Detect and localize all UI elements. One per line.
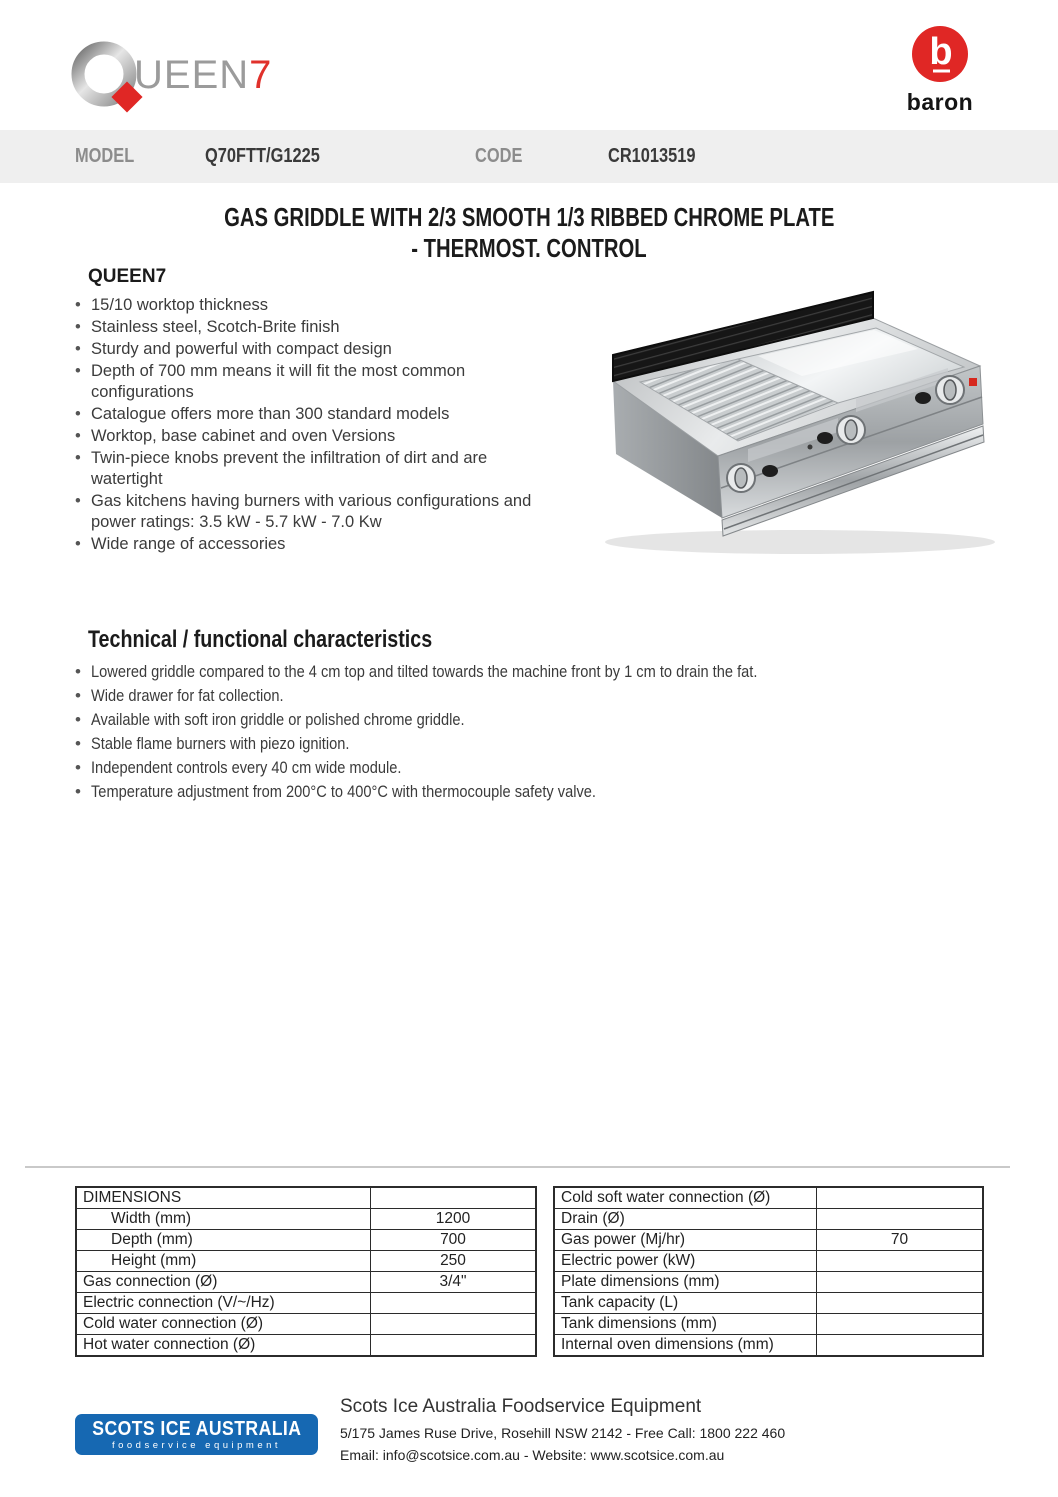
spec-label: Tank dimensions (mm) bbox=[554, 1314, 817, 1335]
spec-label: Gas power (Mj/hr) bbox=[554, 1230, 817, 1251]
list-item: • Twin-piece knobs prevent the infiltration of dirt and are watertight bbox=[73, 448, 551, 490]
panel-screw bbox=[808, 445, 813, 450]
baron-name: baron bbox=[906, 89, 974, 115]
list-item: • Wide range of accessories bbox=[73, 534, 551, 555]
table-row bbox=[76, 1209, 536, 1230]
baron-logo-icon bbox=[912, 26, 968, 82]
queen7-logo-icon bbox=[70, 38, 280, 116]
spec-value bbox=[371, 1314, 537, 1335]
piezo-button-1 bbox=[762, 465, 778, 477]
red-badge bbox=[969, 378, 977, 386]
table-row bbox=[554, 1251, 983, 1272]
spec-value bbox=[817, 1272, 984, 1293]
table-row bbox=[76, 1251, 536, 1272]
list-item: • Lowered griddle compared to the 4 cm top and tilted towards the machine front by 1 cm to drain the fat. bbox=[73, 661, 1033, 683]
footer-address: 5/175 James Ruse Drive, Rosehill NSW 2142 - Free Call: 1800 222 460 bbox=[340, 1425, 786, 1441]
spec-label: Drain (Ø) bbox=[554, 1209, 817, 1230]
list-item: • Available with soft iron griddle or polished chrome griddle. bbox=[73, 709, 1033, 731]
spec-value bbox=[817, 1187, 984, 1209]
spec-value bbox=[371, 1187, 537, 1209]
technical-list bbox=[73, 661, 1033, 805]
features-list bbox=[73, 295, 551, 556]
scots-ice-logo bbox=[75, 1414, 318, 1455]
spec-value bbox=[817, 1314, 984, 1335]
table-row bbox=[76, 1335, 536, 1357]
table-row bbox=[554, 1272, 983, 1293]
product-image bbox=[588, 266, 1010, 562]
dimensions-table bbox=[75, 1186, 537, 1357]
table-row bbox=[554, 1209, 983, 1230]
spec-label: DIMENSIONS bbox=[76, 1187, 371, 1209]
spec-label: Plate dimensions (mm) bbox=[554, 1272, 817, 1293]
spec-value: 1200 bbox=[371, 1209, 537, 1230]
model-code-bar: MODEL Q70FTT/G1225 CODE CR1013519 bbox=[0, 130, 1058, 183]
list-item: • Stable flame burners with piezo ignition. bbox=[73, 733, 1033, 755]
list-item: • Depth of 700 mm means it will fit the most common configurations bbox=[73, 361, 551, 403]
spec-value bbox=[817, 1251, 984, 1272]
spec-value: 3/4" bbox=[371, 1272, 537, 1293]
table-row bbox=[554, 1314, 983, 1335]
list-item: • Independent controls every 40 cm wide module. bbox=[73, 757, 1033, 779]
connections-table bbox=[553, 1186, 984, 1357]
spec-label: Depth (mm) bbox=[76, 1230, 371, 1251]
baron-letter: b bbox=[929, 31, 953, 73]
footer-contact: Email: info@scotsice.com.au - Website: www.scotsice.com.au bbox=[340, 1447, 725, 1463]
spec-label: Gas connection (Ø) bbox=[76, 1272, 371, 1293]
spec-label: Cold soft water connection (Ø) bbox=[554, 1187, 817, 1209]
spec-label: Cold water connection (Ø) bbox=[76, 1314, 371, 1335]
table-row bbox=[554, 1187, 983, 1209]
list-item: • Sturdy and powerful with compact design bbox=[73, 339, 551, 360]
piezo-button-3 bbox=[915, 392, 931, 404]
footer-contact-block bbox=[340, 1396, 980, 1466]
table-row bbox=[554, 1335, 983, 1357]
queen7-seven: 7 bbox=[249, 53, 273, 97]
control-knob-3 bbox=[936, 376, 964, 404]
spec-value bbox=[817, 1209, 984, 1230]
spec-label: Hot water connection (Ø) bbox=[76, 1335, 371, 1357]
table-row bbox=[76, 1293, 536, 1314]
control-knob-1 bbox=[727, 464, 755, 492]
table-row bbox=[554, 1293, 983, 1314]
list-item: • Stainless steel, Scotch-Brite finish bbox=[73, 317, 551, 338]
list-item: • Worktop, base cabinet and oven Versions bbox=[73, 426, 551, 447]
spec-value: 70 bbox=[817, 1230, 984, 1251]
scots-ice-logo-subtitle: foodservice equipment bbox=[111, 1440, 282, 1451]
spec-value bbox=[371, 1293, 537, 1314]
spec-label: Tank capacity (L) bbox=[554, 1293, 817, 1314]
svg-text:UEEN7 bbox=[134, 53, 272, 97]
spec-value bbox=[371, 1335, 537, 1357]
technical-heading: Technical / functional characteristics bbox=[88, 626, 433, 653]
spec-label: Electric power (kW) bbox=[554, 1251, 817, 1272]
features-heading: QUEEN7 bbox=[88, 266, 167, 287]
list-item: • Gas kitchens having burners with various configurations and power ratings: 3.5 kW - 5.7 kW - 7.0 Kw bbox=[73, 491, 551, 533]
table-row bbox=[76, 1187, 536, 1209]
table-row bbox=[554, 1230, 983, 1251]
page-title-line2: - THERMOST. CONTROL bbox=[411, 233, 647, 263]
spec-value bbox=[817, 1293, 984, 1314]
table-row bbox=[76, 1230, 536, 1251]
table-row bbox=[76, 1272, 536, 1293]
scots-ice-logo-title: SCOTS ICE AUSTRALIA bbox=[91, 1418, 302, 1440]
spec-value bbox=[817, 1335, 984, 1357]
spec-label: Electric connection (V/~/Hz) bbox=[76, 1293, 371, 1314]
piezo-button-2 bbox=[817, 432, 833, 444]
divider bbox=[25, 1166, 1010, 1168]
table-row bbox=[76, 1314, 536, 1335]
control-knob-2 bbox=[837, 416, 865, 444]
baron-logo bbox=[900, 26, 980, 128]
list-item: • Temperature adjustment from 200°C to 400°C with thermocouple safety valve. bbox=[73, 781, 1033, 803]
spec-label: Width (mm) bbox=[76, 1209, 371, 1230]
spec-label: Height (mm) bbox=[76, 1251, 371, 1272]
footer-company: Scots Ice Australia Foodservice Equipment bbox=[340, 1396, 702, 1417]
spec-label: Internal oven dimensions (mm) bbox=[554, 1335, 817, 1357]
spec-value: 250 bbox=[371, 1251, 537, 1272]
list-item: • Catalogue offers more than 300 standard models bbox=[73, 404, 551, 425]
spec-value: 700 bbox=[371, 1230, 537, 1251]
list-item: • 15/10 worktop thickness bbox=[73, 295, 551, 316]
list-item: • Wide drawer for fat collection. bbox=[73, 685, 1033, 707]
page-title-line1: GAS GRIDDLE WITH 2/3 SMOOTH 1/3 RIBBED CHROME PLATE bbox=[223, 202, 835, 232]
product-shadow bbox=[605, 530, 995, 554]
page-title bbox=[0, 202, 1058, 264]
queen7-wordmark: UEEN bbox=[134, 53, 250, 97]
